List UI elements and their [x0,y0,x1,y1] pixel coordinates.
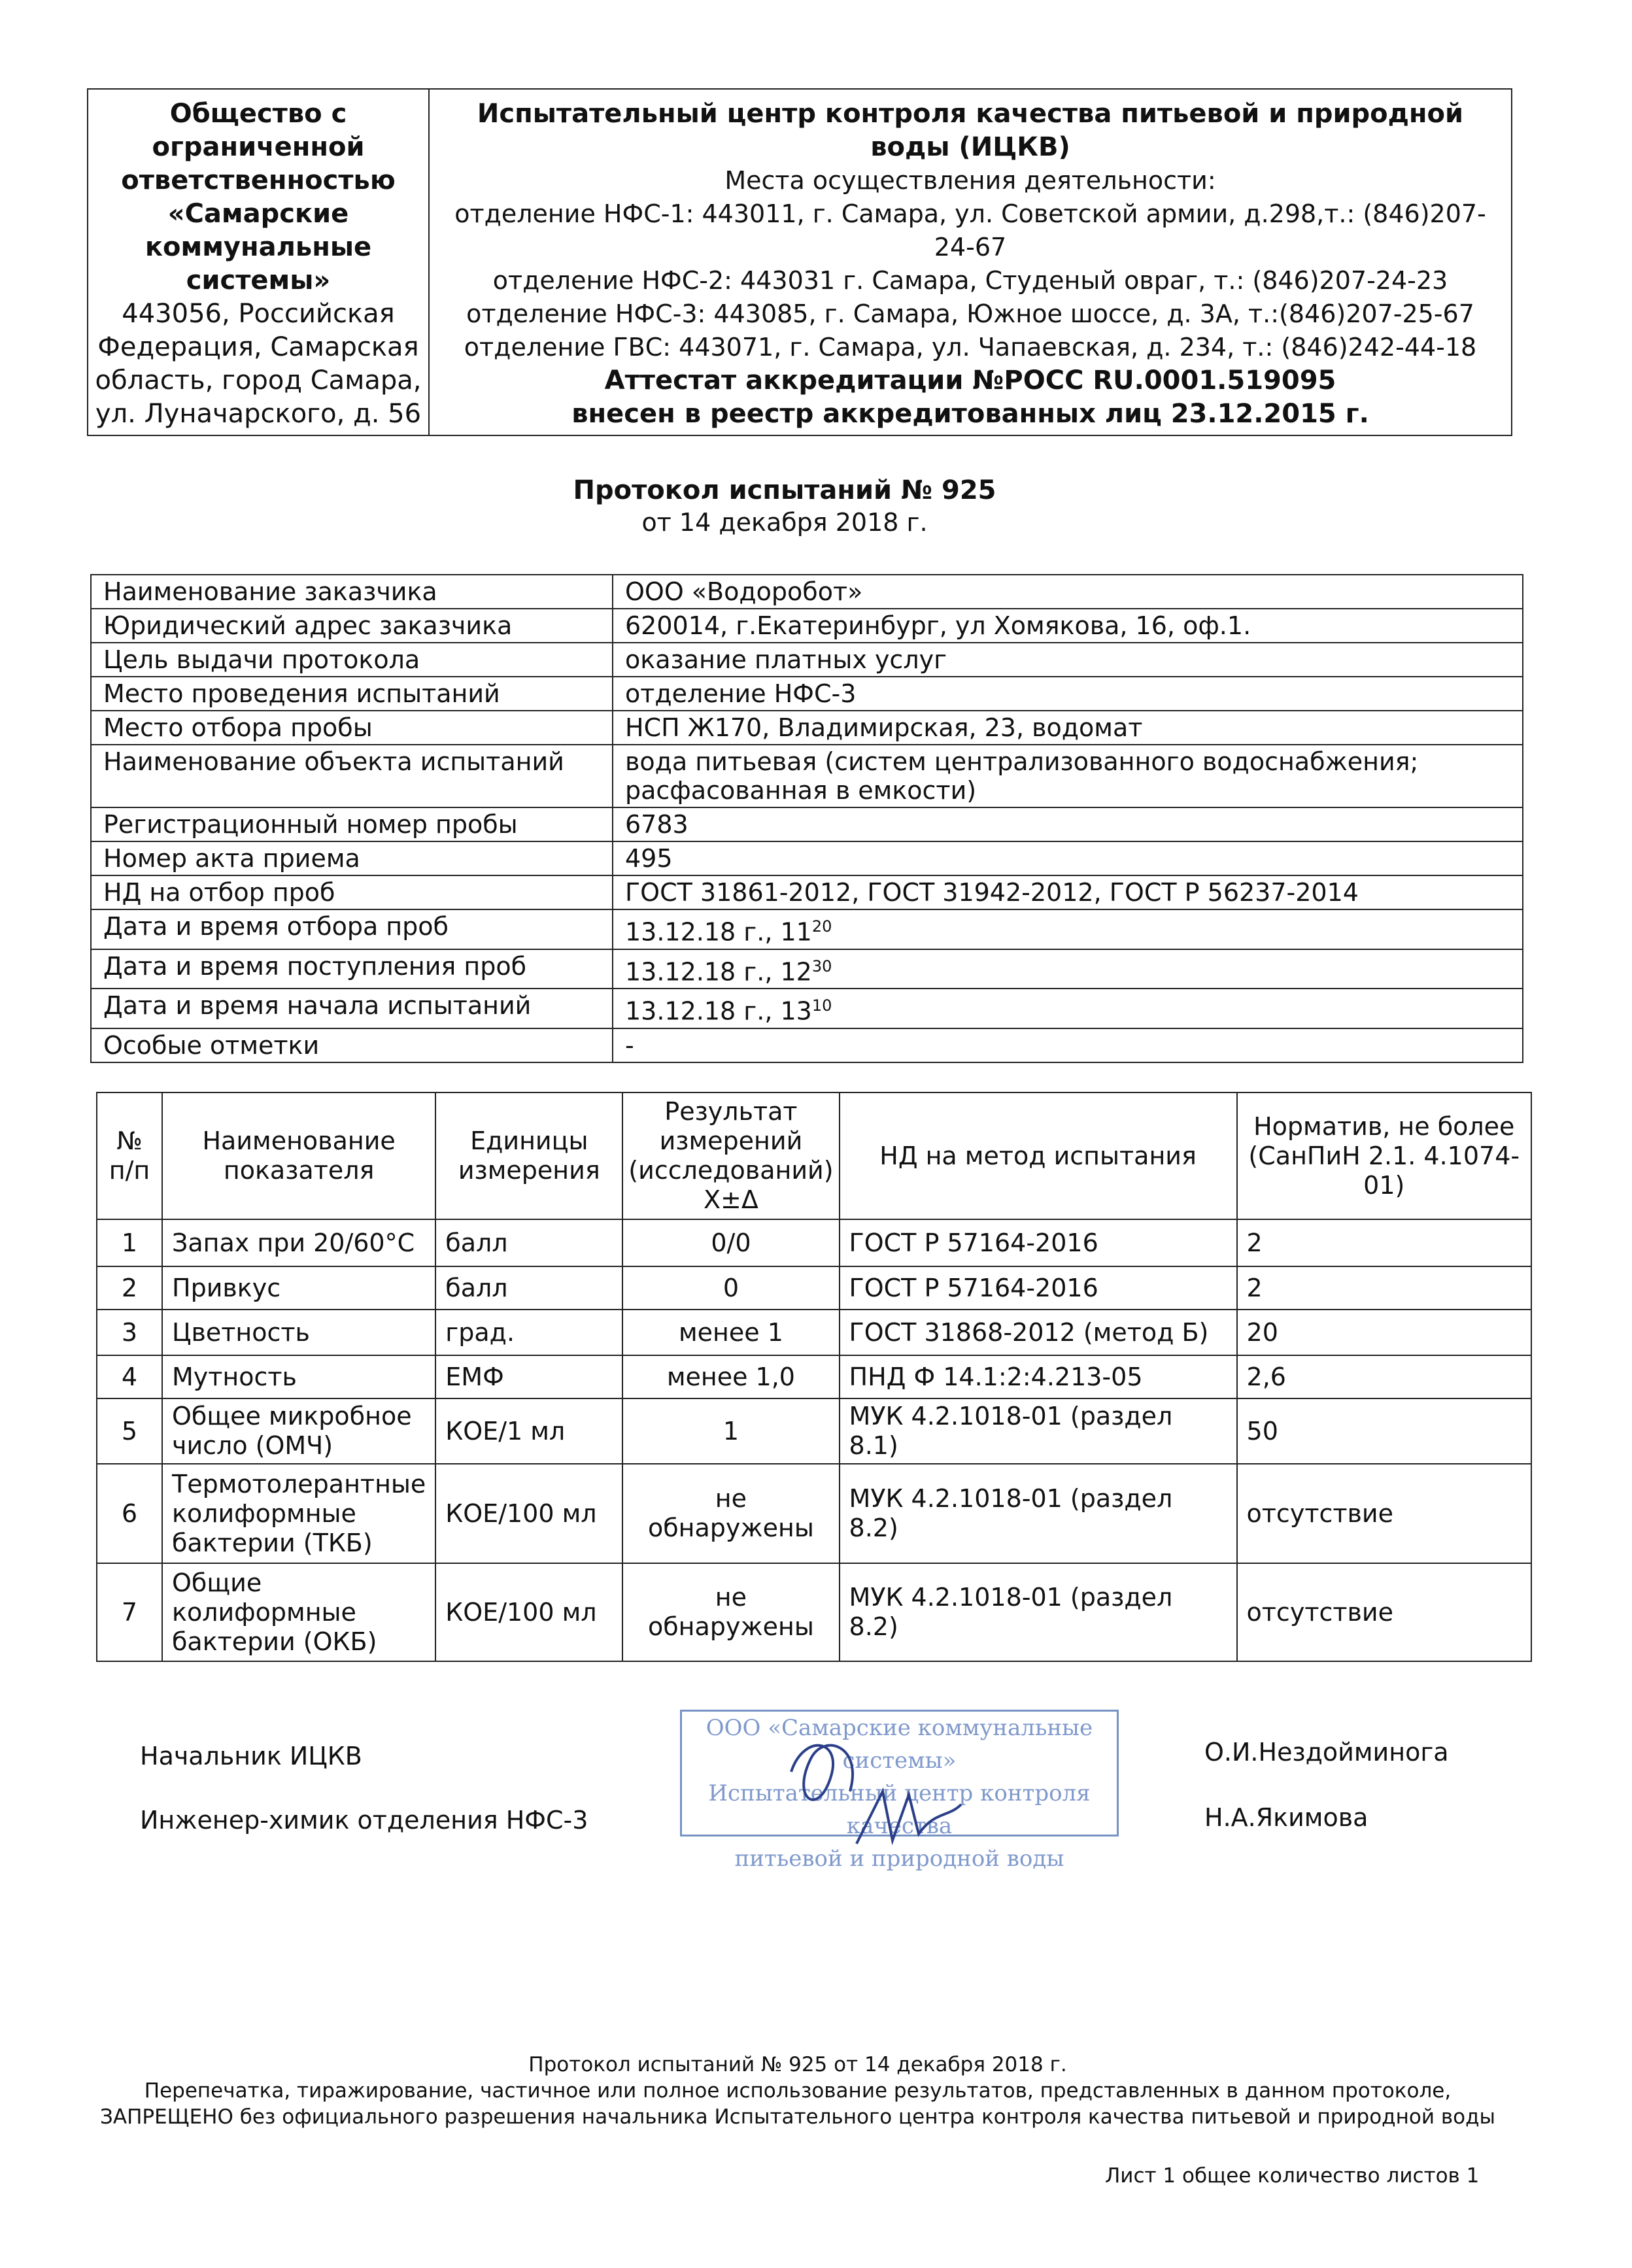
results-cell-name: Термотолерантные колиформные бактерии (ТКБ) [162,1464,435,1563]
results-cell-norm: отсутствие [1237,1563,1531,1661]
protocol-date: от 14 декабря 2018 г. [641,508,928,537]
sample-info-table [90,574,1523,1063]
footer-sheet-count: Лист 1 общее количество листов 1 [1105,2164,1480,2188]
info-label: Место проведения испытаний [91,677,613,711]
info-row [91,1028,1523,1062]
info-row [91,609,1523,643]
signature-role-head: Начальник ИЦКВ [140,1742,362,1770]
info-label: Номер акта приема [91,841,613,875]
stamp-line: питьевой и природной воды [734,1846,1064,1872]
accreditation-registry-line: внесен в реестр аккредитованных лиц 23.12.2015 г. [571,399,1369,429]
info-row [91,875,1523,909]
info-row [91,643,1523,677]
results-cell-name: Запах при 20/60°С [162,1219,435,1266]
results-cell-name: Общее микробное число (ОМЧ) [162,1398,435,1464]
footer-notice-line2: ЗАПРЕЩЕНО без официального разрешения начальника Испытательного центра контроля качества питьевой и природной воды [100,2105,1495,2129]
info-label: Место отбора пробы [91,711,613,745]
info-value-cell [613,711,1523,745]
test-center-title: Испытательный центр контроля качества питьевой и природной воды (ИЦКВ) [477,99,1464,162]
results-table [96,1092,1532,1662]
info-row [91,711,1523,745]
results-cell-norm: отсутствие [1237,1464,1531,1563]
col-header-method: НД на метод испытания [840,1092,1237,1219]
results-cell-units: град. [435,1310,622,1355]
results-cell-num: 4 [97,1355,162,1398]
header-table [87,88,1512,436]
results-cell-num: 5 [97,1398,162,1464]
location-line: отделение НФС-3: 443085, г. Самара, Южное шоссе, д. 3А, т.:(846)207-25-67 [466,299,1474,328]
info-value-minutes: 10 [811,996,832,1015]
results-cell-norm: 20 [1237,1310,1531,1355]
stamp-line: ООО «Самарские коммунальные системы» [706,1715,1093,1774]
results-cell-method: ГОСТ 31868-2012 (метод Б) [840,1310,1237,1355]
info-value: 6783 [625,810,688,839]
results-cell-num: 7 [97,1563,162,1661]
results-row [97,1563,1531,1661]
info-value-cell [613,807,1523,841]
info-value-cell [613,643,1523,677]
signature-role-engineer: Инженер-химик отделения НФС-3 [140,1806,588,1835]
col-header-units: Единицы измерения [435,1092,622,1219]
info-value-cell [613,909,1523,949]
info-label: Юридический адрес заказчика [91,609,613,643]
info-label: Дата и время отбора проб [91,909,613,949]
info-value: отделение НФС-3 [625,679,857,708]
results-cell-units: балл [435,1266,622,1310]
info-value-minutes: 30 [811,956,832,975]
location-line: отделение ГВС: 443071, г. Самара, ул. Чапаевская, д. 234, т.: (846)242-44-18 [464,333,1477,362]
accreditation-line: Аттестат аккредитации №РОСС RU.0001.519095 [604,365,1336,396]
results-cell-result: 1 [622,1398,839,1464]
results-cell-method: ГОСТ Р 57164-2016 [840,1266,1237,1310]
footer-protocol-ref: Протокол испытаний № 925 от 14 декабря 2018 г. [528,2053,1067,2076]
results-row [97,1355,1531,1398]
results-cell-name: Привкус [162,1266,435,1310]
info-row [91,989,1523,1028]
results-cell-units: КОЕ/1 мл [435,1398,622,1464]
info-row [91,745,1523,807]
col-header-norm: Норматив, не более (СанПиН 2.1. 4.1074-01) [1237,1092,1531,1219]
info-label: Регистрационный номер пробы [91,807,613,841]
info-label: Дата и время начала испытаний [91,989,613,1028]
results-header-row [97,1092,1531,1219]
info-value: 620014, г.Екатеринбург, ул Хомякова, 16, оф.1. [625,611,1251,640]
info-value-cell [613,989,1523,1028]
info-value: НСП Ж170, Владимирская, 23, водомат [625,713,1143,742]
info-value-cell [613,677,1523,711]
info-row [91,807,1523,841]
results-cell-method: ГОСТ Р 57164-2016 [840,1219,1237,1266]
results-cell-result: менее 1,0 [622,1355,839,1398]
organization-cell [88,89,429,435]
results-cell-name: Цветность [162,1310,435,1355]
results-cell-units: КОЕ/100 мл [435,1464,622,1563]
info-value-cell [613,949,1523,989]
results-row [97,1266,1531,1310]
col-header-result: Результат измерений (исследований) X±Δ [622,1092,839,1219]
info-row [91,909,1523,949]
results-cell-num: 2 [97,1266,162,1310]
results-cell-num: 1 [97,1219,162,1266]
info-value: 13.12.18 г., 11 [625,917,812,947]
results-cell-units: балл [435,1219,622,1266]
results-cell-method: МУК 4.2.1018-01 (раздел 8.1) [840,1398,1237,1464]
results-row [97,1219,1531,1266]
organization-name: Общество с ограниченной ответственностью «Самарские коммунальные системы» [121,99,396,296]
results-cell-norm: 2 [1237,1266,1531,1310]
info-value-cell [613,575,1523,609]
results-row [97,1310,1531,1355]
info-value-cell [613,1028,1523,1062]
results-cell-units: ЕМФ [435,1355,622,1398]
locations-label: Места осуществления деятельности: [724,166,1216,195]
organization-address: 443056, Российская Федерация, Самарская область, город Самара, ул. Луначарского, д. 56 [95,299,422,429]
results-cell-num: 3 [97,1310,162,1355]
info-value-minutes: 20 [811,917,832,936]
results-cell-units: КОЕ/100 мл [435,1563,622,1661]
info-value-cell [613,841,1523,875]
handwritten-signatures [752,1719,1118,1850]
results-cell-result: 0/0 [622,1219,839,1266]
results-cell-name: Мутность [162,1355,435,1398]
results-row [97,1464,1531,1563]
col-header-name: Наименование показателя [162,1092,435,1219]
info-label: Дата и время поступления проб [91,949,613,989]
results-cell-num: 6 [97,1464,162,1563]
footer-notice-line1: Перепечатка, тиражирование, частичное или полное использование результатов, представленных в данном протоколе, [144,2079,1452,2103]
info-label: Особые отметки [91,1028,613,1062]
results-cell-method: ПНД Ф 14.1:2:4.213-05 [840,1355,1237,1398]
info-row [91,575,1523,609]
results-cell-method: МУК 4.2.1018-01 (раздел 8.2) [840,1563,1237,1661]
info-label: Наименование заказчика [91,575,613,609]
results-cell-result: не обнаружены [622,1563,839,1661]
info-row [91,949,1523,989]
col-header-num: № п/п [97,1092,162,1219]
test-center-cell [429,89,1512,435]
results-cell-norm: 50 [1237,1398,1531,1464]
results-cell-norm: 2,6 [1237,1355,1531,1398]
info-value: 13.12.18 г., 13 [625,996,812,1026]
location-line: отделение НФС-2: 443031 г. Самара, Студеный овраг, т.: (846)207-24-23 [492,266,1448,295]
results-cell-method: МУК 4.2.1018-01 (раздел 8.2) [840,1464,1237,1563]
results-row [97,1398,1531,1464]
results-cell-result: менее 1 [622,1310,839,1355]
info-value: 495 [625,844,673,873]
results-cell-norm: 2 [1237,1219,1531,1266]
info-value-cell [613,745,1523,807]
info-row [91,677,1523,711]
info-value: ГОСТ 31861-2012, ГОСТ 31942-2012, ГОСТ Р 56237-2014 [625,878,1359,907]
signature-name-engineer: Н.А.Якимова [1204,1803,1368,1832]
info-value: ООО «Водоробот» [625,577,863,606]
signature-name-head: О.И.Нездойминога [1204,1738,1449,1767]
info-value: оказание платных услуг [625,645,947,674]
info-value: 13.12.18 г., 12 [625,957,812,987]
info-row [91,841,1523,875]
info-value-cell [613,875,1523,909]
info-label: НД на отбор проб [91,875,613,909]
info-value: вода питьевая (систем централизованного водоснабжения; расфасованная в емкости) [625,747,1419,805]
info-label: Наименование объекта испытаний [91,745,613,807]
results-cell-result: не обнаружены [622,1464,839,1563]
stamp-line: Испытательный центр контроля качества [708,1780,1091,1839]
info-label: Цель выдачи протокола [91,643,613,677]
info-value: - [625,1030,634,1060]
location-line: отделение НФС-1: 443011, г. Самара, ул. Советской армии, д.298,т.: (846)207-24-67 [454,199,1486,262]
protocol-title: Протокол испытаний № 925 [573,475,996,505]
results-cell-result: 0 [622,1266,839,1310]
results-cell-name: Общие колиформные бактерии (ОКБ) [162,1563,435,1661]
info-value-cell [613,609,1523,643]
